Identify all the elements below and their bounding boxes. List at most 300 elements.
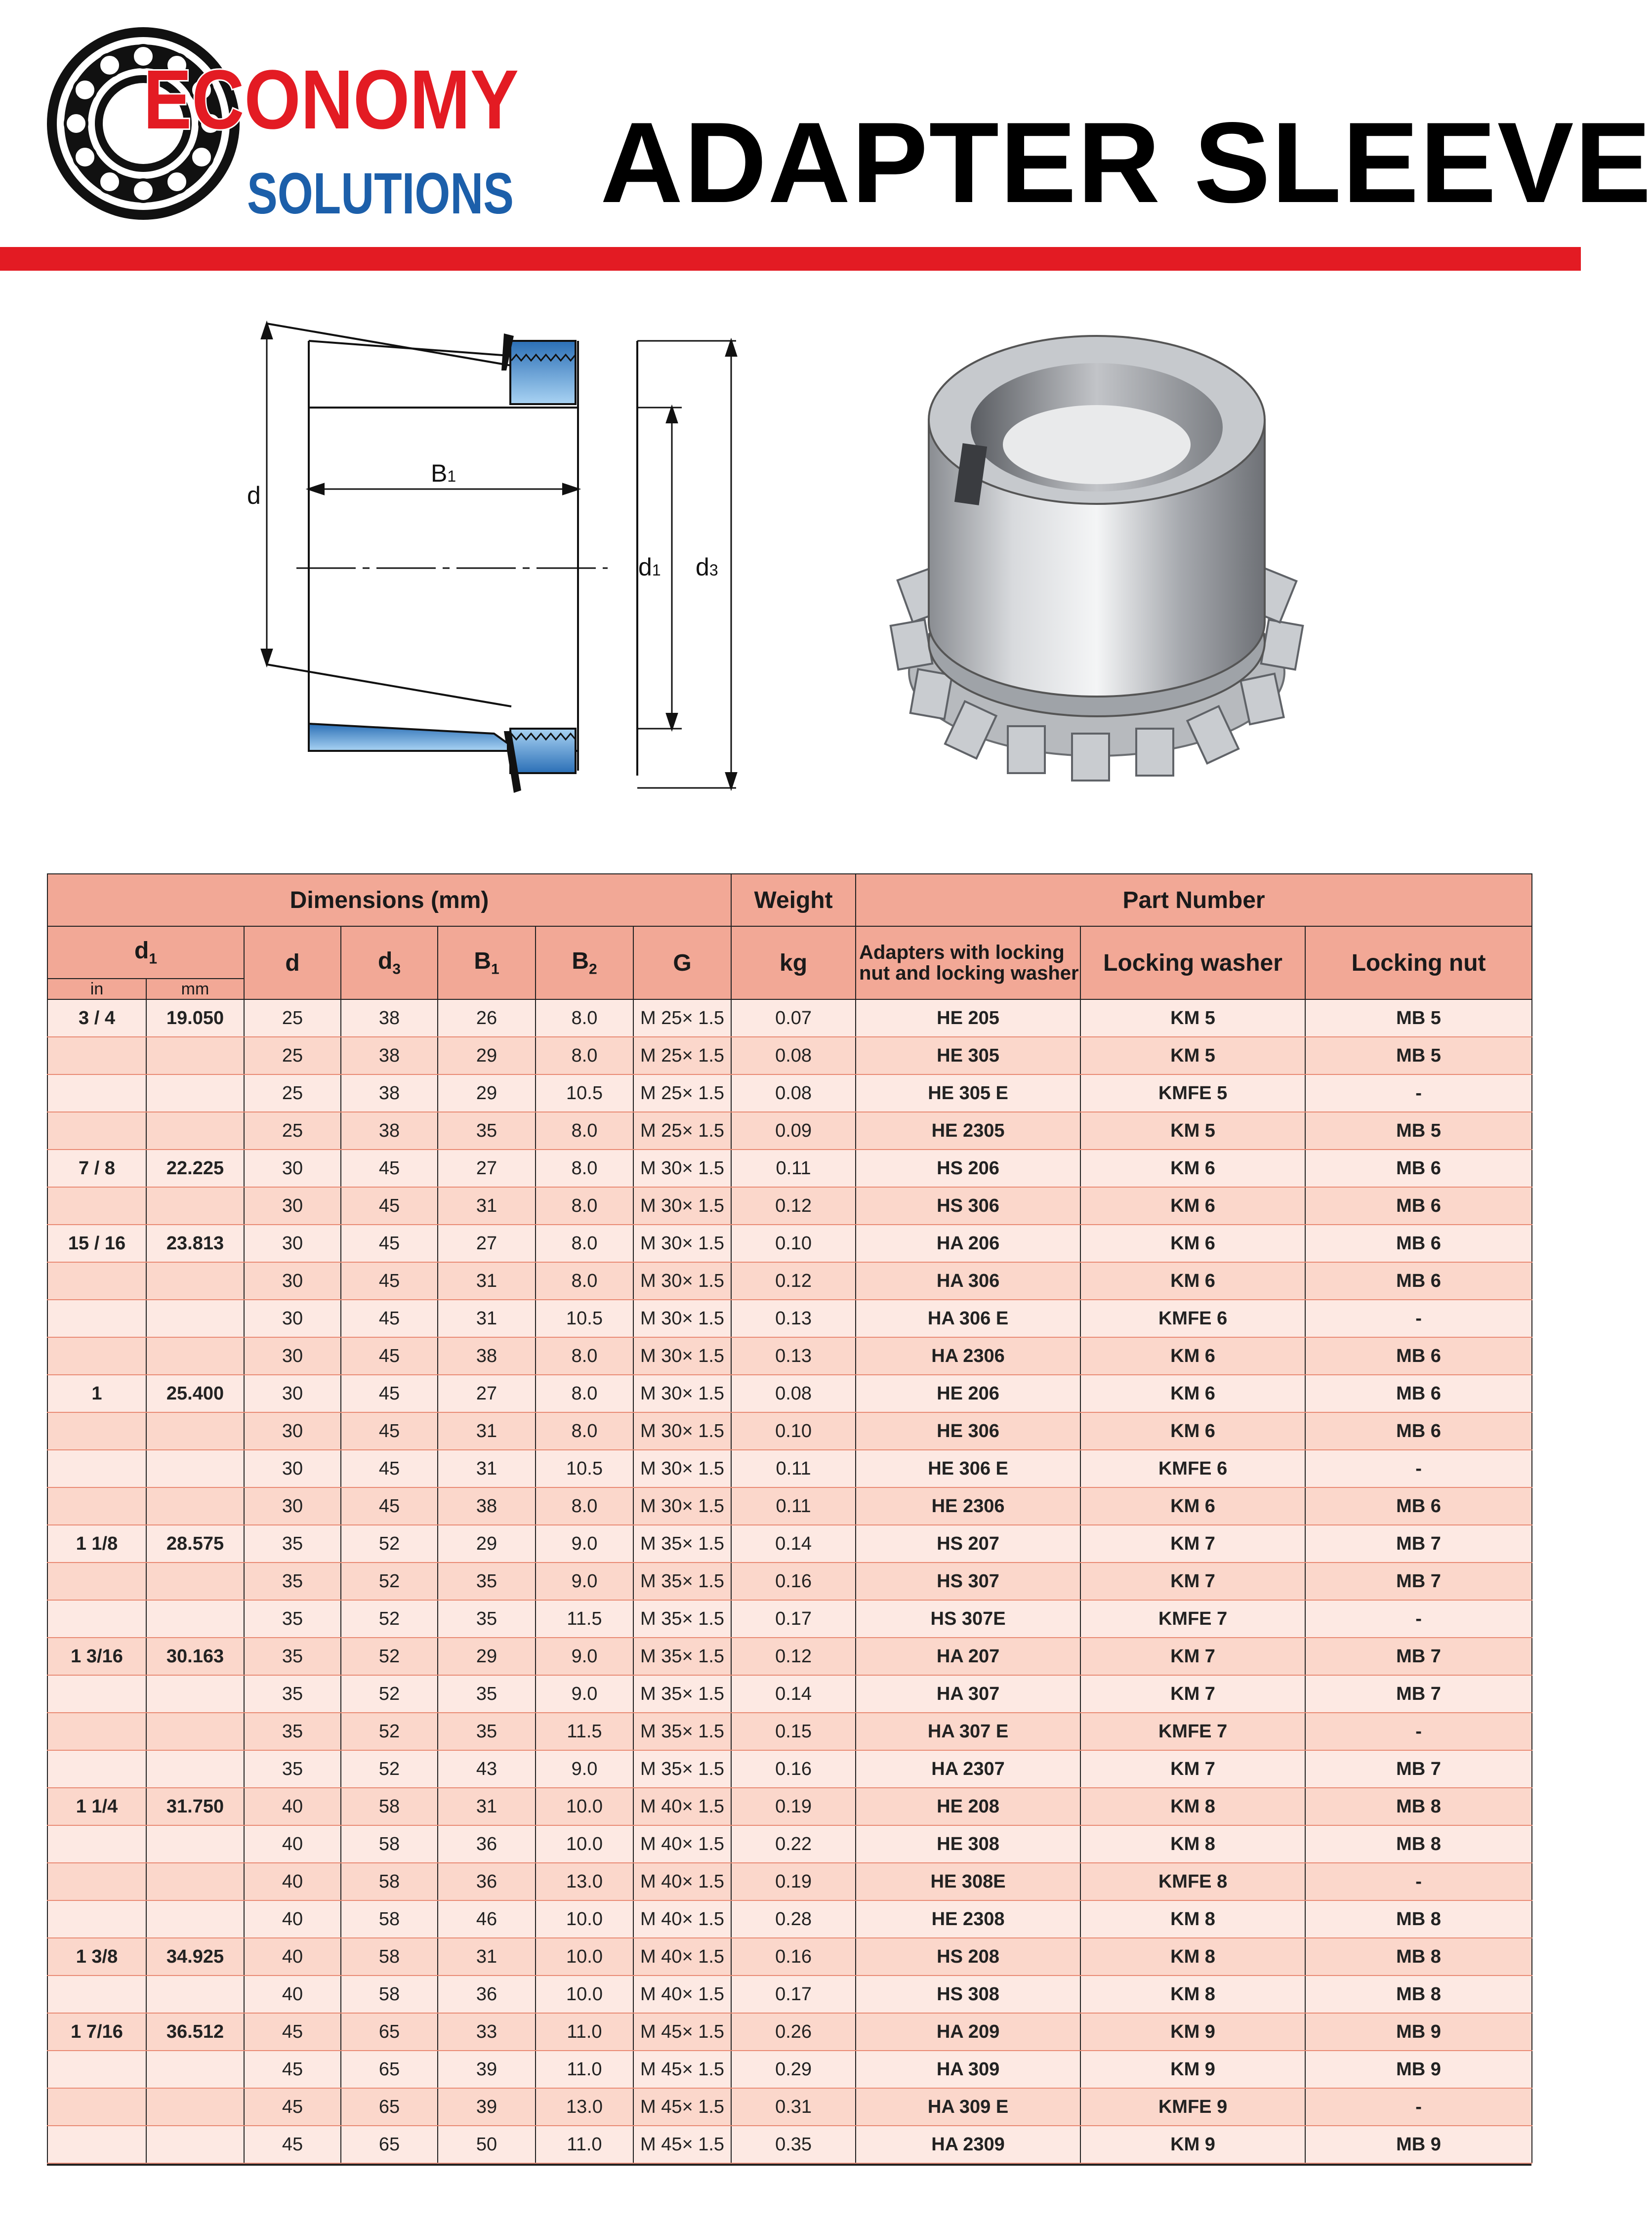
cell-d: 35 (244, 1638, 341, 1675)
cell-kg: 0.10 (731, 1412, 856, 1450)
cell-d3: 65 (341, 2126, 438, 2163)
cell-b2: 10.0 (536, 1938, 633, 1976)
cell-b1: 31 (438, 1262, 536, 1300)
cell-d3: 45 (341, 1375, 438, 1412)
table-row (47, 1037, 1532, 1074)
header-locking-washer: Locking washer (1080, 926, 1305, 999)
cell-nut: MB 8 (1305, 1976, 1532, 2013)
cell-b1: 39 (438, 2051, 536, 2088)
cell-b1: 31 (438, 1300, 536, 1337)
cell-b2: 8.0 (536, 1375, 633, 1412)
cell-d3: 38 (341, 1037, 438, 1074)
cell-b1: 35 (438, 1563, 536, 1600)
table-row (47, 1900, 1532, 1938)
cell-kg: 0.13 (731, 1300, 856, 1337)
cell-b2: 13.0 (536, 2088, 633, 2126)
cell-mm (146, 1262, 244, 1300)
cell-in (47, 1300, 146, 1337)
header-d3-sub: 3 (392, 961, 401, 978)
cell-d: 45 (244, 2051, 341, 2088)
cell-g: M 30× 1.5 (633, 1225, 731, 1262)
cell-d3: 52 (341, 1563, 438, 1600)
cell-adapter: HA 307 (856, 1675, 1080, 1713)
cell-adapter: HS 308 (856, 1976, 1080, 2013)
cell-d: 40 (244, 1825, 341, 1863)
cell-b1: 29 (438, 1638, 536, 1675)
cell-g: M 45× 1.5 (633, 2088, 731, 2126)
cell-mm (146, 1563, 244, 1600)
header-divider (0, 247, 1581, 271)
header-dimensions: Dimensions (mm) (47, 874, 731, 926)
cell-b1: 35 (438, 1675, 536, 1713)
cell-mm (146, 1487, 244, 1525)
header-d1-sub: 1 (149, 950, 157, 967)
cell-mm: 36.512 (146, 2013, 244, 2051)
header-kg: kg (731, 926, 856, 999)
cell-kg: 0.28 (731, 1900, 856, 1938)
cell-g: M 45× 1.5 (633, 2051, 731, 2088)
page-title: ADAPTER SLEEVE (600, 99, 1652, 227)
cell-in: 1 1/8 (47, 1525, 146, 1563)
cell-b2: 11.5 (536, 1600, 633, 1638)
table-row (47, 1337, 1532, 1375)
table-row (47, 1638, 1532, 1675)
cell-washer: KM 6 (1080, 1337, 1305, 1375)
cell-b1: 31 (438, 1788, 536, 1825)
cell-kg: 0.08 (731, 1037, 856, 1074)
header-mm: mm (146, 979, 244, 999)
cell-g: M 35× 1.5 (633, 1600, 731, 1638)
header-b1: $B_1$ (438, 926, 536, 999)
cell-nut: MB 9 (1305, 2126, 1532, 2163)
cell-washer: KMFE 7 (1080, 1600, 1305, 1638)
cell-g: M 30× 1.5 (633, 1337, 731, 1375)
cell-adapter: HA 306 E (856, 1300, 1080, 1337)
cell-washer: KM 7 (1080, 1638, 1305, 1675)
cell-g: M 35× 1.5 (633, 1563, 731, 1600)
cell-d3: 45 (341, 1187, 438, 1225)
header-d: d (244, 926, 341, 999)
cell-d: 40 (244, 1976, 341, 2013)
table-row (47, 1300, 1532, 1337)
cell-nut: MB 8 (1305, 1938, 1532, 1976)
cell-in (47, 2088, 146, 2126)
logo-word-solutions: SOLUTIONS (247, 161, 514, 226)
cell-washer: KM 9 (1080, 2126, 1305, 2163)
cell-nut: MB 5 (1305, 1112, 1532, 1150)
cell-d3: 38 (341, 1112, 438, 1150)
cell-nut: MB 6 (1305, 1187, 1532, 1225)
cell-adapter: HS 306 (856, 1187, 1080, 1225)
cell-g: M 25× 1.5 (633, 1074, 731, 1112)
cell-b1: 27 (438, 1225, 536, 1262)
cell-d: 30 (244, 1375, 341, 1412)
cell-b1: 46 (438, 1900, 536, 1938)
table-row (47, 1600, 1532, 1638)
cell-g: M 40× 1.5 (633, 1788, 731, 1825)
cell-in: 1 3/8 (47, 1938, 146, 1976)
cell-b1: 31 (438, 1938, 536, 1976)
spec-table-body (47, 999, 1532, 2163)
cell-d: 30 (244, 1487, 341, 1525)
cell-b1: 50 (438, 2126, 536, 2163)
cell-nut: - (1305, 1863, 1532, 1900)
cell-mm (146, 1863, 244, 1900)
cell-g: M 40× 1.5 (633, 1938, 731, 1976)
cell-kg: 0.13 (731, 1337, 856, 1375)
cell-kg: 0.14 (731, 1525, 856, 1563)
cell-kg: 0.35 (731, 2126, 856, 2163)
cell-b1: 39 (438, 2088, 536, 2126)
cell-kg: 0.11 (731, 1150, 856, 1187)
cell-d3: 65 (341, 2088, 438, 2126)
cell-washer: KMFE 6 (1080, 1300, 1305, 1337)
cell-b2: 8.0 (536, 1412, 633, 1450)
cell-nut: - (1305, 1713, 1532, 1750)
cell-adapter: HS 207 (856, 1525, 1080, 1563)
label-b1: B (431, 459, 448, 487)
cell-mm (146, 1976, 244, 2013)
cell-washer: KMFE 6 (1080, 1450, 1305, 1487)
cell-b2: 9.0 (536, 1750, 633, 1788)
cell-washer: KM 8 (1080, 1938, 1305, 1976)
cell-nut: MB 6 (1305, 1262, 1532, 1300)
cell-adapter: HA 209 (856, 2013, 1080, 2051)
cell-mm (146, 1900, 244, 1938)
cell-g: M 30× 1.5 (633, 1262, 731, 1300)
cell-b2: 8.0 (536, 1112, 633, 1150)
label-b1-sub: 1 (447, 467, 456, 485)
table-row (47, 1187, 1532, 1225)
cell-g: M 45× 1.5 (633, 2013, 731, 2051)
table-bottom-rule (47, 2164, 1531, 2166)
cell-in (47, 1337, 146, 1375)
cell-b2: 10.0 (536, 1825, 633, 1863)
cell-g: M 30× 1.5 (633, 1150, 731, 1187)
table-row (47, 2126, 1532, 2163)
table-row (47, 1788, 1532, 1825)
cell-kg: 0.08 (731, 1074, 856, 1112)
cell-in: 1 (47, 1375, 146, 1412)
cell-d3: 45 (341, 1487, 438, 1525)
page-header (0, 0, 1652, 257)
cell-washer: KM 6 (1080, 1262, 1305, 1300)
cell-mm (146, 1450, 244, 1487)
cell-washer: KM 7 (1080, 1563, 1305, 1600)
cell-g: M 35× 1.5 (633, 1750, 731, 1788)
cell-kg: 0.31 (731, 2088, 856, 2126)
cell-d3: 45 (341, 1300, 438, 1337)
cell-washer: KM 6 (1080, 1412, 1305, 1450)
cell-d3: 58 (341, 1788, 438, 1825)
svg-text:d3 (696, 553, 718, 581)
cell-b1: 29 (438, 1525, 536, 1563)
cell-b2: 10.5 (536, 1074, 633, 1112)
cell-g: M 40× 1.5 (633, 1976, 731, 2013)
cell-d: 30 (244, 1412, 341, 1450)
cell-b2: 11.0 (536, 2126, 633, 2163)
cell-washer: KM 7 (1080, 1675, 1305, 1713)
cell-kg: 0.19 (731, 1863, 856, 1900)
cell-b2: 9.0 (536, 1525, 633, 1563)
cell-b2: 8.0 (536, 1262, 633, 1300)
cell-kg: 0.07 (731, 999, 856, 1037)
cell-in (47, 1563, 146, 1600)
cell-mm (146, 1074, 244, 1112)
cell-d: 25 (244, 1112, 341, 1150)
cell-d: 45 (244, 2126, 341, 2163)
cell-kg: 0.22 (731, 1825, 856, 1863)
cell-b2: 8.0 (536, 1187, 633, 1225)
cell-mm: 31.750 (146, 1788, 244, 1825)
cell-g: M 35× 1.5 (633, 1638, 731, 1675)
cell-adapter: HE 308E (856, 1863, 1080, 1900)
cell-washer: KM 6 (1080, 1150, 1305, 1187)
cell-in (47, 1487, 146, 1525)
cell-kg: 0.12 (731, 1638, 856, 1675)
cell-in (47, 1713, 146, 1750)
cell-nut: MB 9 (1305, 2013, 1532, 2051)
cell-washer: KM 9 (1080, 2013, 1305, 2051)
cell-in (47, 1825, 146, 1863)
cell-mm (146, 1600, 244, 1638)
cell-kg: 0.16 (731, 1750, 856, 1788)
cell-nut: MB 7 (1305, 1750, 1532, 1788)
header-g: G (633, 926, 731, 999)
cell-adapter: HA 309 E (856, 2088, 1080, 2126)
company-logo (44, 20, 529, 227)
header-adapter: Adapters with locking nut and locking washer (856, 926, 1080, 999)
cell-washer: KM 5 (1080, 1112, 1305, 1150)
cell-g: M 40× 1.5 (633, 1825, 731, 1863)
cell-washer: KM 8 (1080, 1825, 1305, 1863)
cell-d3: 38 (341, 1074, 438, 1112)
cell-b1: 43 (438, 1750, 536, 1788)
cell-d: 35 (244, 1525, 341, 1563)
cell-d: 30 (244, 1300, 341, 1337)
cell-g: M 35× 1.5 (633, 1675, 731, 1713)
cell-d: 25 (244, 999, 341, 1037)
cell-mm (146, 1713, 244, 1750)
cell-nut: MB 7 (1305, 1525, 1532, 1563)
cell-mm: 22.225 (146, 1150, 244, 1187)
cell-adapter: HE 2308 (856, 1900, 1080, 1938)
cell-d: 35 (244, 1600, 341, 1638)
cell-nut: MB 6 (1305, 1412, 1532, 1450)
cell-d3: 58 (341, 1938, 438, 1976)
cell-mm: 19.050 (146, 999, 244, 1037)
cell-g: M 25× 1.5 (633, 1037, 731, 1074)
cell-nut: MB 7 (1305, 1675, 1532, 1713)
table-row (47, 1074, 1532, 1112)
cell-in: 1 7/16 (47, 2013, 146, 2051)
cell-nut: MB 9 (1305, 2051, 1532, 2088)
cell-b2: 10.0 (536, 1788, 633, 1825)
cell-nut: MB 6 (1305, 1150, 1532, 1187)
cell-washer: KMFE 7 (1080, 1713, 1305, 1750)
cell-adapter: HE 306 (856, 1412, 1080, 1450)
cell-d: 30 (244, 1262, 341, 1300)
cell-b2: 10.5 (536, 1450, 633, 1487)
cell-mm (146, 2126, 244, 2163)
cell-in (47, 1900, 146, 1938)
cell-mm (146, 1037, 244, 1074)
cell-adapter: HE 2305 (856, 1112, 1080, 1150)
table-row (47, 1112, 1532, 1150)
cell-kg: 0.08 (731, 1375, 856, 1412)
cell-kg: 0.17 (731, 1976, 856, 2013)
cell-washer: KM 7 (1080, 1750, 1305, 1788)
cell-d: 40 (244, 1938, 341, 1976)
cell-mm (146, 1675, 244, 1713)
cell-g: M 25× 1.5 (633, 999, 731, 1037)
cell-in: 15 / 16 (47, 1225, 146, 1262)
adapter-sleeve-photo (850, 296, 1344, 790)
cell-b1: 29 (438, 1037, 536, 1074)
cell-mm (146, 1825, 244, 1863)
cell-b1: 36 (438, 1863, 536, 1900)
cell-kg: 0.11 (731, 1487, 856, 1525)
spec-table (47, 873, 1532, 2164)
cell-adapter: HE 205 (856, 999, 1080, 1037)
cell-kg: 0.12 (731, 1262, 856, 1300)
cell-mm (146, 2088, 244, 2126)
cell-d: 40 (244, 1788, 341, 1825)
cell-d: 35 (244, 1563, 341, 1600)
cell-mm (146, 1412, 244, 1450)
table-row (47, 1825, 1532, 1863)
cell-d3: 38 (341, 999, 438, 1037)
cell-nut: MB 5 (1305, 1037, 1532, 1074)
cell-kg: 0.10 (731, 1225, 856, 1262)
cell-b2: 8.0 (536, 1487, 633, 1525)
cell-b1: 36 (438, 1976, 536, 2013)
cell-kg: 0.29 (731, 2051, 856, 2088)
cell-d: 35 (244, 1713, 341, 1750)
cell-b1: 35 (438, 1713, 536, 1750)
cell-g: M 40× 1.5 (633, 1900, 731, 1938)
cell-nut: MB 6 (1305, 1225, 1532, 1262)
cell-in: 1 3/16 (47, 1638, 146, 1675)
cell-in (47, 1863, 146, 1900)
cell-mm: 30.163 (146, 1638, 244, 1675)
cell-adapter: HA 2306 (856, 1337, 1080, 1375)
header-d3: $d_3$ (341, 926, 438, 999)
cell-adapter: HE 308 (856, 1825, 1080, 1863)
cell-d3: 52 (341, 1525, 438, 1563)
cell-g: M 30× 1.5 (633, 1412, 731, 1450)
cell-g: M 35× 1.5 (633, 1713, 731, 1750)
cell-b1: 31 (438, 1187, 536, 1225)
cell-kg: 0.19 (731, 1788, 856, 1825)
cell-nut: MB 6 (1305, 1487, 1532, 1525)
cell-washer: KM 6 (1080, 1375, 1305, 1412)
cell-d: 45 (244, 2088, 341, 2126)
cell-mm: 28.575 (146, 1525, 244, 1563)
cell-d3: 65 (341, 2051, 438, 2088)
cell-adapter: HE 2306 (856, 1487, 1080, 1525)
cell-b1: 29 (438, 1074, 536, 1112)
logo-word-economy: ECONOMY (143, 53, 519, 147)
cell-kg: 0.09 (731, 1112, 856, 1150)
table-row (47, 1525, 1532, 1563)
cell-adapter: HE 305 E (856, 1074, 1080, 1112)
table-row (47, 2013, 1532, 2051)
cell-mm: 23.813 (146, 1225, 244, 1262)
cell-nut: - (1305, 1450, 1532, 1487)
cell-kg: 0.16 (731, 1938, 856, 1976)
cell-g: M 25× 1.5 (633, 1112, 731, 1150)
cell-b2: 8.0 (536, 1150, 633, 1187)
cell-g: M 30× 1.5 (633, 1375, 731, 1412)
cell-d: 30 (244, 1187, 341, 1225)
cell-mm: 25.400 (146, 1375, 244, 1412)
cell-b2: 11.0 (536, 2051, 633, 2088)
table-row (47, 999, 1532, 1037)
cell-kg: 0.15 (731, 1713, 856, 1750)
table-row (47, 1225, 1532, 1262)
cell-b1: 26 (438, 999, 536, 1037)
cell-in: 1 1/4 (47, 1788, 146, 1825)
cell-d: 30 (244, 1150, 341, 1187)
cell-nut: - (1305, 1300, 1532, 1337)
cell-b1: 38 (438, 1487, 536, 1525)
cell-g: M 45× 1.5 (633, 2126, 731, 2163)
cell-d3: 52 (341, 1750, 438, 1788)
cell-adapter: HE 306 E (856, 1450, 1080, 1487)
header-b2: $B_2$ (536, 926, 633, 999)
table-row (47, 1976, 1532, 2013)
cell-adapter: HE 305 (856, 1037, 1080, 1074)
table-row (47, 1412, 1532, 1450)
cell-adapter: HA 2307 (856, 1750, 1080, 1788)
cell-mm (146, 1750, 244, 1788)
cell-b2: 8.0 (536, 1037, 633, 1074)
header-weight: Weight (731, 874, 856, 926)
cell-in (47, 1976, 146, 2013)
cell-d3: 45 (341, 1225, 438, 1262)
table-row (47, 1487, 1532, 1525)
cell-d3: 52 (341, 1638, 438, 1675)
cell-adapter: HA 309 (856, 2051, 1080, 2088)
cell-b1: 31 (438, 1450, 536, 1487)
spec-table-container (47, 873, 1531, 2164)
table-row (47, 1863, 1532, 1900)
cell-kg: 0.11 (731, 1450, 856, 1487)
cell-g: M 35× 1.5 (633, 1525, 731, 1563)
cell-washer: KMFE 8 (1080, 1863, 1305, 1900)
label-d3-sub: 3 (709, 561, 718, 579)
cell-nut: MB 6 (1305, 1375, 1532, 1412)
cell-b2: 10.0 (536, 1900, 633, 1938)
cell-d3: 45 (341, 1337, 438, 1375)
cell-in (47, 1262, 146, 1300)
header-d1: $d_1$ (47, 926, 244, 979)
cell-mm: 34.925 (146, 1938, 244, 1976)
cell-d3: 52 (341, 1713, 438, 1750)
cell-washer: KM 6 (1080, 1187, 1305, 1225)
cell-kg: 0.26 (731, 2013, 856, 2051)
svg-text:B1 (431, 459, 456, 487)
cell-in (47, 1112, 146, 1150)
table-row (47, 2088, 1532, 2126)
header-in: in (47, 979, 146, 999)
cell-b2: 9.0 (536, 1675, 633, 1713)
cell-nut: MB 5 (1305, 999, 1532, 1037)
cell-washer: KM 5 (1080, 999, 1305, 1037)
cell-washer: KM 6 (1080, 1487, 1305, 1525)
cell-d3: 58 (341, 1863, 438, 1900)
